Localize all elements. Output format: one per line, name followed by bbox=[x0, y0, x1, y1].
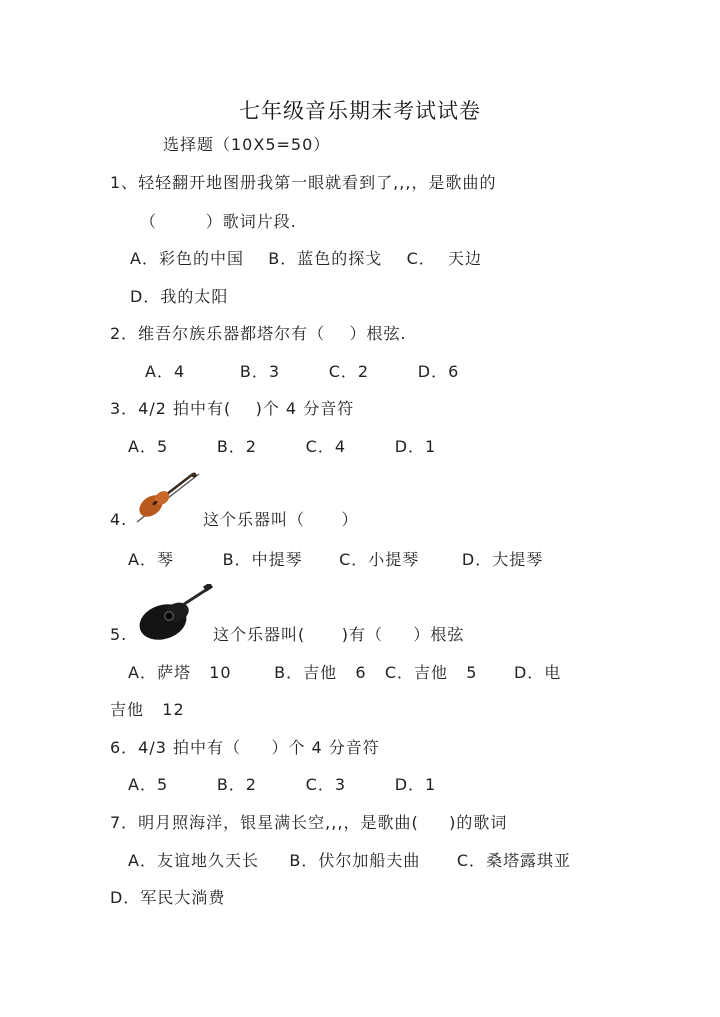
question-5-options: A．萨塔 10 B．吉他 6 C．吉他 5 D．电 bbox=[128, 663, 562, 682]
question-4-stem: 这个乐器叫（ ） bbox=[203, 510, 359, 529]
question-1-stem-continued: （ ）歌词片段. bbox=[140, 212, 297, 231]
question-7-options: A．友谊地久天长 B．伏尔加船夫曲 C．桑塔露琪亚 bbox=[128, 851, 572, 870]
question-1-options-continued: D．我的太阳 bbox=[130, 287, 229, 306]
question-4-options: A．琴 B．中提琴 C．小提琴 D．大提琴 bbox=[128, 550, 544, 569]
question-7-options-continued: D．军民大淌费 bbox=[110, 888, 226, 907]
violin-image bbox=[133, 470, 203, 526]
question-3-stem: 3．4/2 拍中有( )个 4 分音符 bbox=[110, 399, 355, 418]
question-1-options: A．彩色的中国 B．蓝色的探戈 C． 天边 bbox=[130, 249, 482, 268]
question-4-number: 4. bbox=[110, 510, 128, 529]
question-2-stem: 2．维吾尔族乐器都塔尔有（ ）根弦. bbox=[110, 324, 407, 343]
question-7-stem: 7．明月照海洋，银星满长空,,,，是歌曲( )的歌词 bbox=[110, 813, 508, 832]
page-title: 七年级音乐期末考试试卷 bbox=[239, 99, 481, 123]
question-5-options-continued: 吉他 12 bbox=[110, 700, 185, 719]
question-1-stem: 1、轻轻翻开地图册我第一眼就看到了,,,，是歌曲的 bbox=[110, 173, 497, 192]
question-5-stem: 这个乐器叫( )有（ ）根弦 bbox=[213, 625, 465, 644]
question-5-number: 5. bbox=[110, 625, 128, 644]
guitar-image bbox=[137, 584, 215, 644]
question-6-options: A．5 B．2 C．3 D．1 bbox=[128, 775, 437, 794]
question-3-options: A．5 B．2 C．4 D．1 bbox=[128, 437, 437, 456]
section-heading: 选择题（10X5=50） bbox=[163, 135, 331, 154]
question-2-options: A．4 B．3 C．2 D．6 bbox=[145, 362, 460, 381]
question-6-stem: 6．4/3 拍中有（ ）个 4 分音符 bbox=[110, 738, 380, 757]
